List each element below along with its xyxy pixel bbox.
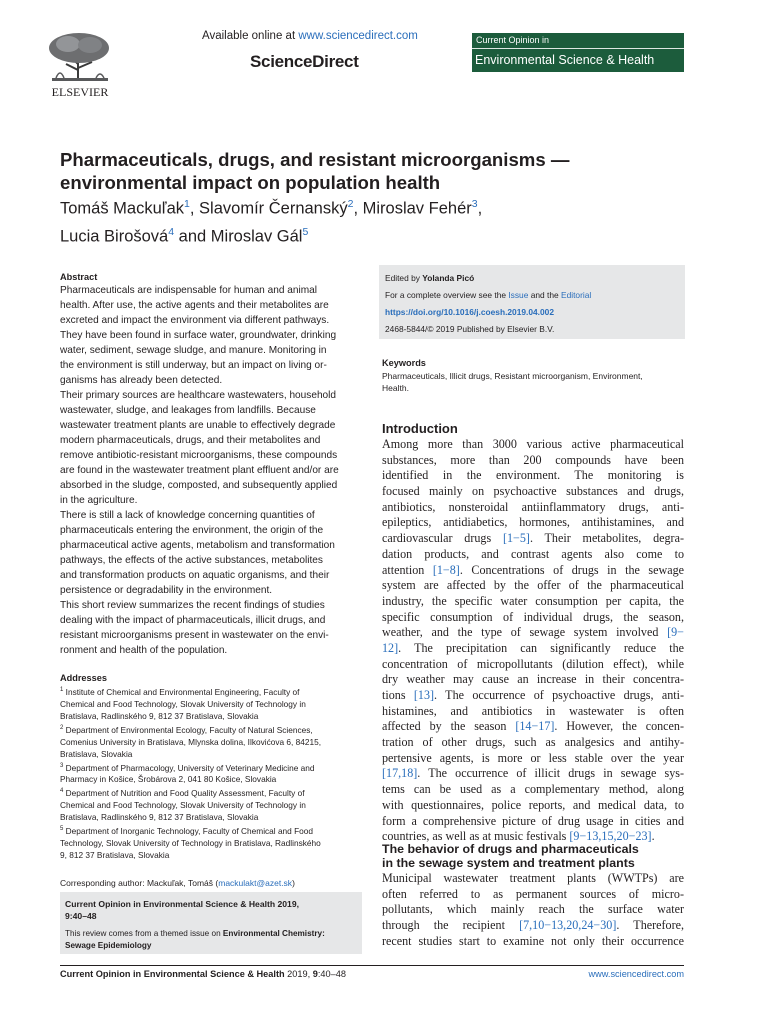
behavior-heading-line-1: The behavior of drugs and pharmaceuticals <box>382 842 639 856</box>
address-text: Technology, Slovak University of Technology in Bratislava, Radlinského <box>60 837 321 848</box>
body-line <box>382 704 684 720</box>
abstract-line: absorbed in the sludge, composted, and subsequently applied <box>60 480 338 491</box>
citation-ref-link[interactable]: [14−17] <box>515 719 555 734</box>
address-text: Chemical and Food Technology, Slovak University of Technology in <box>60 698 306 709</box>
body-text: weather, and the type of sewage system involved <box>382 625 668 640</box>
editor-name: Yolanda Picó <box>422 273 475 283</box>
abstract-line: Pharmaceuticals are indispensable for human and animal <box>60 285 317 296</box>
body-line <box>382 782 684 798</box>
body-line <box>382 578 684 594</box>
keywords-heading: Keywords <box>382 358 426 368</box>
keywords-line: Health. <box>382 383 409 393</box>
author-list <box>60 193 700 248</box>
abstract-line: They have been found in surface water, groundwater, drinking <box>60 330 337 341</box>
body-line <box>382 735 684 751</box>
address-text: Bratislava, Slovakia <box>60 748 133 759</box>
journal-banner <box>472 33 684 72</box>
elsevier-logo <box>38 28 122 100</box>
edited-by-line <box>385 272 679 284</box>
body-line <box>382 437 684 453</box>
body-text: with questionnaires, police reports, and medical data, to <box>382 797 684 812</box>
journal-banner-name: Environmental Science & Health <box>475 53 655 67</box>
body-text: dation products, and contrast agents also come to <box>382 546 684 561</box>
body-text: Municipal wastewater treatment plants (WWTPs) are <box>382 871 684 885</box>
abstract-heading: Abstract <box>60 272 98 282</box>
corresponding-suffix: ) <box>292 877 295 888</box>
body-text: tems can be used as a complementary method, along <box>382 782 684 797</box>
author-name: Tomáš Mackuľak <box>60 199 185 218</box>
address-number: 3 <box>60 762 64 769</box>
address-number: 4 <box>60 788 64 795</box>
body-text: . The occurrence of psychoactive drugs, anti- <box>434 688 684 702</box>
body-text: antibiotics, nonsteroidal antiinflammatory drugs, anti- <box>382 499 684 514</box>
abstract-line: persistence or degradability in the environment. <box>60 585 273 596</box>
citation-line-2: 9:40–48 <box>65 911 97 921</box>
abstract-line: Their primary sources are healthcare wastewaters, household <box>60 390 337 401</box>
citation-ref-link[interactable]: [1−5] <box>502 531 530 546</box>
edited-by-prefix: Edited by <box>385 273 423 283</box>
themed-issue-name-1: Environmental Chemistry: <box>222 929 325 938</box>
address-line <box>60 811 362 823</box>
body-text: pollutants, which mainly reach the surface water <box>382 902 684 917</box>
body-text: . However, the concen- <box>554 719 684 734</box>
author-name: Lucia Birošová <box>60 227 169 245</box>
author-name: Slavomír Černanský <box>199 199 348 218</box>
body-text: often referred to as permanent sources of micro- <box>382 886 684 901</box>
address-line <box>60 684 362 698</box>
address-text: Department of Inorganic Technology, Faculty of Chemical and Food <box>65 825 314 836</box>
body-text: affected by the season <box>382 719 516 734</box>
body-line <box>382 453 684 469</box>
abstract-line: are found in the wastewater treatment plant effluent and/or are <box>60 465 339 476</box>
footer-pages: :40–48 <box>317 969 346 979</box>
themed-issue-line <box>65 928 357 940</box>
body-line <box>382 468 684 484</box>
body-text: tions <box>382 688 414 702</box>
body-line <box>382 547 684 563</box>
address-line <box>60 849 362 861</box>
elsevier-tree-icon <box>38 28 122 100</box>
body-text: system are affected by the offer of the pharmaceutical <box>382 578 684 593</box>
address-line <box>60 785 362 799</box>
footer-journal: Current Opinion in Environmental Science & Health <box>60 969 285 979</box>
elsevier-wordmark: ELSEVIER <box>51 85 109 99</box>
available-online-line <box>202 30 418 42</box>
editorial-link[interactable]: Editorial <box>561 290 592 300</box>
body-line <box>382 657 684 673</box>
abstract-line: ganisms has already been detected. <box>60 375 223 386</box>
address-line <box>60 736 362 748</box>
keywords-list <box>382 370 684 394</box>
body-text: recent studies start to examine not only their occurrence <box>382 933 684 948</box>
journal-banner-top: Current Opinion in <box>476 35 550 45</box>
address-text: 9, 812 37 Bratislava, Slovakia <box>60 849 170 860</box>
body-text: focused mainly on psychoactive substances and drugs, <box>382 484 684 499</box>
address-number: 1 <box>60 687 64 693</box>
footer-url-link[interactable]: www.sciencedirect.com <box>588 969 684 979</box>
addresses-section <box>60 672 362 861</box>
citation-ref-link[interactable]: 12] <box>382 640 399 655</box>
body-line <box>382 902 684 918</box>
body-line <box>382 594 684 610</box>
address-text: Bratislava, Radlinského 9, 812 37 Bratislava, Slovakia <box>60 812 259 823</box>
body-line <box>382 751 684 767</box>
body-text: substances, more than 200 compounds have been <box>382 452 684 467</box>
abstract-line: pathways, the effects of the active substances, metabolites <box>60 555 323 566</box>
address-line <box>60 837 362 849</box>
body-text: tration of other drugs, such as analgesics and antihy- <box>382 735 684 750</box>
abstract-line: and transformation products on aquatic organisms, and their <box>60 570 330 581</box>
address-text: Department of Environmental Ecology, Faculty of Natural Sciences, <box>65 724 313 735</box>
body-text: cardiovascular drugs <box>382 531 503 546</box>
address-line <box>60 748 362 760</box>
address-number: 5 <box>60 826 64 833</box>
body-line <box>382 563 684 579</box>
author-affiliation-sup: 3 <box>471 198 478 210</box>
address-list <box>60 684 362 861</box>
body-text: specific consumption of individual drugs, the season, <box>382 609 684 624</box>
body-text: countries, as well as at music festivals <box>382 829 570 844</box>
author-affiliation-sup: 1 <box>184 198 190 210</box>
citation-ref-link[interactable]: [13] <box>413 688 435 702</box>
body-text: industry, the specific water consumption per capita, the <box>382 593 684 608</box>
body-text: histamines, and antibiotics in wastewater is often <box>382 703 684 718</box>
doi-line <box>385 306 679 318</box>
body-text: . The occurrence of illicit drugs in sewage sys- <box>417 766 684 781</box>
author-affiliation-sup: 2 <box>347 198 354 210</box>
corresponding-email-link[interactable]: mackulakt@azet.sk <box>218 877 293 888</box>
author-separator: , <box>189 199 200 218</box>
body-line <box>382 719 684 735</box>
editor-box <box>379 265 685 339</box>
address-line <box>60 722 362 736</box>
address-number: 2 <box>60 724 64 731</box>
overview-prefix: For a complete overview see the <box>385 290 509 300</box>
address-line <box>60 799 362 811</box>
body-text: Among more than 3000 various active pharmaceutical <box>382 437 684 451</box>
left-column <box>60 271 362 889</box>
body-text: . Therefore, <box>616 918 684 933</box>
introduction-heading: Introduction <box>382 421 458 436</box>
body-text: . The precipitation can significantly reduce the <box>398 640 684 655</box>
abstract-line: remove antibiotic-resistant microorganisms, these compounds <box>60 450 338 461</box>
body-text: through the recipient <box>382 918 520 933</box>
body-line <box>382 641 684 657</box>
available-prefix: Available online at <box>202 30 299 42</box>
footer-volume: 9 <box>312 969 318 979</box>
body-line <box>382 814 684 830</box>
body-text: . Concentrations of drugs in the sewage <box>459 562 684 577</box>
citation-ref-link[interactable]: [17,18] <box>382 766 418 781</box>
footer-citation <box>60 969 346 979</box>
body-text: dry weather may cause an increase in their concentra- <box>382 672 684 687</box>
issue-link[interactable]: Issue <box>508 290 529 300</box>
body-line <box>382 798 684 814</box>
body-line <box>382 887 684 903</box>
abstract-line: water, sediment, sewage sludge, and manure. Monitoring in <box>60 345 327 356</box>
body-line <box>382 672 684 688</box>
footer-year: 2019, <box>284 969 313 979</box>
doi-link[interactable]: https://doi.org/10.1016/j.coesh.2019.04.002 <box>385 307 554 317</box>
article-title: Pharmaceuticals, drugs, and resistant microorganisms — environmental impact on population health <box>60 149 570 193</box>
abstract-line: wastewater treatment plants are unable to effectively degrade <box>60 420 336 431</box>
body-text: . Their metabolites, degra- <box>529 531 684 546</box>
abstract-line: excreted and impact the environment via different pathways. <box>60 315 330 326</box>
body-text: concentration of micropollutants (dilution effect), while <box>382 656 684 671</box>
body-line <box>382 688 684 704</box>
author-name: Miroslav Gál <box>210 227 303 245</box>
journal-banner-rule <box>472 48 684 49</box>
abstract-line: in the agriculture. <box>60 495 138 506</box>
body-line <box>382 871 684 887</box>
abstract-line: wastewater, sludge, and leakages from landfills. Because <box>60 405 316 416</box>
body-line <box>382 500 684 516</box>
sciencedirect-url-link[interactable]: www.sciencedirect.com <box>298 30 418 42</box>
overview-line <box>385 289 679 301</box>
footer-rule <box>60 965 684 966</box>
citation-ref-link[interactable]: [9− <box>667 625 684 640</box>
copyright-line: 2468-5844/© 2019 Published by Elsevier B.V. <box>385 324 555 334</box>
behavior-body <box>382 871 684 949</box>
author-separator: , <box>353 199 363 218</box>
citation-ref-link[interactable]: [7,10−13,20,24−30] <box>519 918 617 933</box>
abstract-body <box>60 283 362 658</box>
body-text: identified in the environment. The monitoring is <box>382 468 684 483</box>
introduction-body <box>382 437 684 845</box>
body-line <box>382 934 684 950</box>
body-line <box>382 766 684 782</box>
author-separator: , <box>477 199 483 218</box>
body-text: . <box>651 829 655 844</box>
citation-ref-link[interactable]: [9−13,15,20−23] <box>569 829 652 844</box>
abstract-line: There is still a lack of knowledge concerning quantities of <box>60 510 315 521</box>
citation-ref-link[interactable]: [1−8] <box>432 562 460 577</box>
author-affiliation-sup: 4 <box>168 225 175 238</box>
body-line <box>382 610 684 626</box>
address-line <box>60 698 362 710</box>
address-text: Chemical and Food Technology, Slovak University of Technology in <box>60 800 306 811</box>
author-name: Miroslav Fehér <box>362 199 472 218</box>
abstract-line: dealing with the impact of pharmaceuticals, illicit drugs, and <box>60 615 326 626</box>
author-affiliation-sup: 5 <box>302 225 309 238</box>
author-and: and <box>174 227 211 245</box>
themed-issue-prefix: This review comes from a themed issue on <box>65 929 223 938</box>
address-line <box>60 760 362 774</box>
address-text: Pharmacy in Košice, Šrobárova 2, 041 80 Košice, Slovakia <box>60 774 277 785</box>
abstract-line: pharmaceutical active agents, metabolism and transformation <box>60 540 335 551</box>
abstract-line: resistant microorganisms present in wastewater on the envi- <box>60 630 329 641</box>
abstract-line: health. After use, the active agents and their metabolites are <box>60 300 329 311</box>
sciencedirect-brand: ScienceDirect <box>250 52 359 71</box>
body-text: epileptics, antidiabetics, hormones, antihistamines, and <box>382 515 684 530</box>
address-text: Comenius University in Bratislava, Mlynska dolina, Ilkovićova 6, 84215, <box>60 736 322 747</box>
themed-issue-line-2 <box>65 940 357 952</box>
body-text: attention <box>382 562 433 577</box>
address-text: Institute of Chemical and Environmental Engineering, Faculty of <box>65 686 300 697</box>
behavior-heading-line-2: in the sewage system and treatment plants <box>382 856 635 870</box>
themed-issue-name-2: Sewage Epidemiology <box>65 941 152 950</box>
address-line <box>60 823 362 837</box>
body-text: form a comprehensive picture of drug usage in cities and <box>382 813 684 828</box>
address-text: Bratislava, Radlinského 9, 812 37 Bratislava, Slovakia <box>60 710 259 721</box>
address-line <box>60 710 362 722</box>
abstract-line: This short review summarizes the recent findings of studies <box>60 600 325 611</box>
addresses-heading: Addresses <box>60 673 107 683</box>
abstract-line: ronment and health of the population. <box>60 645 228 656</box>
corresponding-prefix: Corresponding author: Mackuľak, Tomáš ( <box>60 877 219 888</box>
body-line <box>382 531 684 547</box>
abstract-line: pharmaceuticals entering the environment, the origin of the <box>60 525 324 536</box>
overview-mid: and the <box>528 290 561 300</box>
citation-box <box>60 892 362 954</box>
keywords-line: Pharmaceuticals, Illicit drugs, Resistant microorganism, Environment, <box>382 371 643 381</box>
address-text: Department of Nutrition and Food Quality Assessment, Faculty of <box>65 788 305 799</box>
body-line <box>382 515 684 531</box>
keywords-section <box>382 357 684 394</box>
body-text: pertensive agents, is more or less stable over the year <box>382 750 684 765</box>
citation-line-1: Current Opinion in Environmental Science & Health 2019, <box>65 899 299 909</box>
body-line <box>382 484 684 500</box>
address-text: Department of Pharmacology, University of Veterinary Medicine and <box>65 762 315 773</box>
body-line <box>382 918 684 934</box>
behavior-heading <box>382 842 684 870</box>
body-line <box>382 625 684 641</box>
address-line <box>60 773 362 785</box>
abstract-line: the environment is still underway, but an impact on living or- <box>60 360 327 371</box>
abstract-line: modern pharmaceuticals, drugs, and their metabolites and <box>60 435 321 446</box>
corresponding-author <box>60 877 362 889</box>
